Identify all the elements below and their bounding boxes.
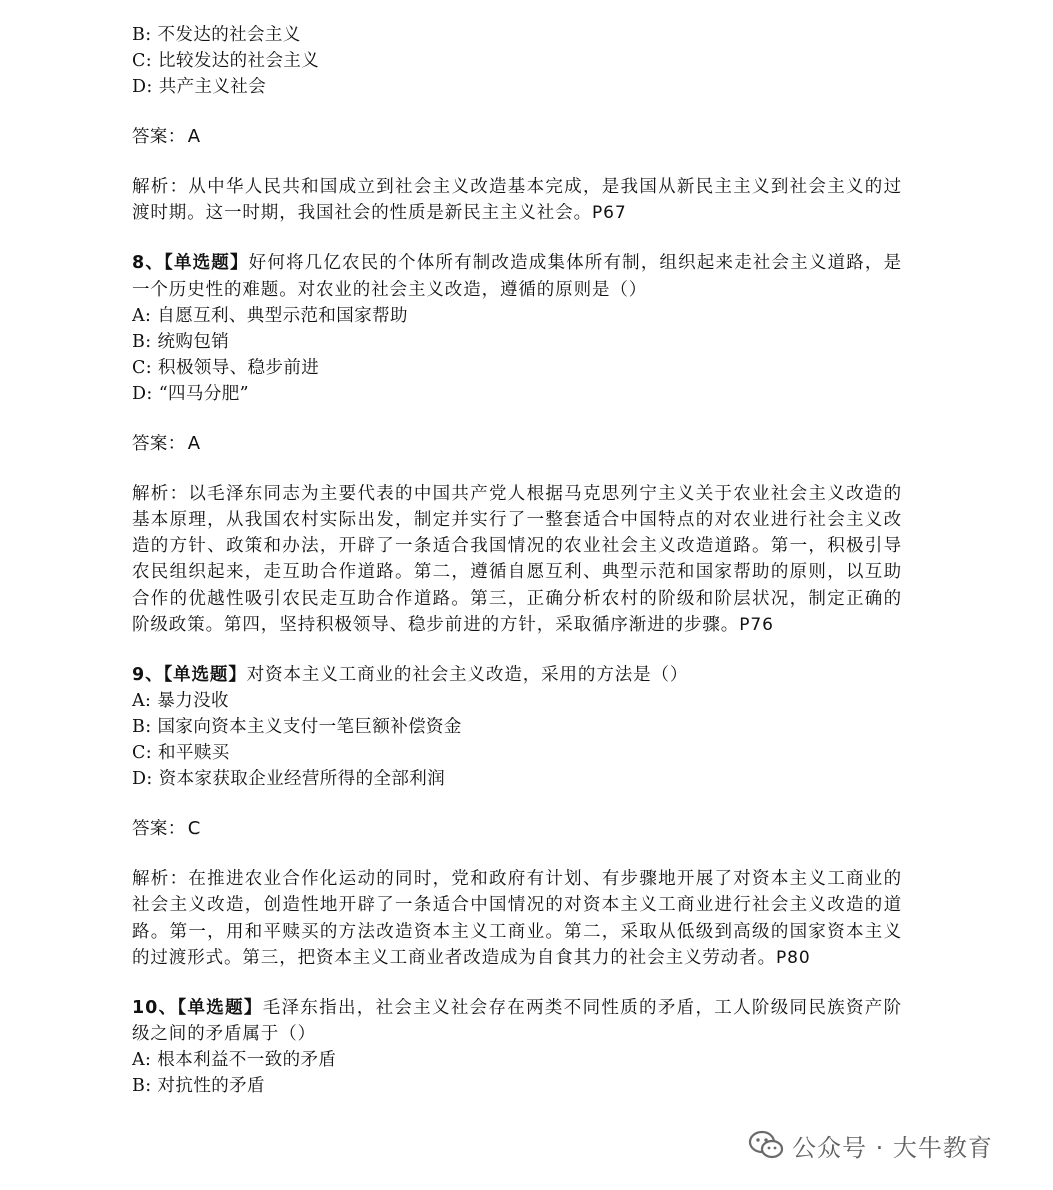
answer-label: 答案： xyxy=(132,127,186,147)
option-c: C: 比较发达的社会主义 xyxy=(132,51,320,71)
question-number: 9、 xyxy=(132,665,164,686)
answer xyxy=(132,816,902,842)
question-10 xyxy=(132,995,902,1099)
question-stem xyxy=(132,250,902,302)
analysis xyxy=(132,866,902,971)
option-d: D: 共产主义社会 xyxy=(132,77,267,97)
question-stem xyxy=(132,662,902,688)
question-text: 对资本主义工商业的社会主义改造，采用的方法是（） xyxy=(246,665,689,686)
option-c: C: 积极领导、稳步前进 xyxy=(132,357,320,378)
answer-value: C xyxy=(187,818,201,840)
watermark-text: 公众号 · 大牛教育 xyxy=(792,1133,993,1162)
question-number: 8、 xyxy=(132,253,165,274)
page-reference: P67 xyxy=(592,203,627,224)
analysis xyxy=(132,481,902,638)
option-b: B: 国家向资本主义支付一笔巨额补偿资金 xyxy=(132,717,462,738)
question-text: 好何将几亿农民的个体所有制改造成集体所有制，组织起来走社会主义道路，是一个历史性的难题。对农业的社会主义改造，遵循的原则是（） xyxy=(132,253,902,300)
wechat-icon xyxy=(748,1130,784,1160)
question-type: 【单选题】 xyxy=(177,998,263,1019)
page-reference: P76 xyxy=(739,614,774,635)
analysis-text: 解析：在推进农业合作化运动的同时，党和政府有计划、有步骤地开展了对资本主义工商业的社会主义改造，创造性地开辟了一条适合中国情况的对资本主义工商业进行社会主义改造的道路。第一，用和平赎买的方法改造资本主义工商业。第二，采取从低级到高级的国家资本主义的过渡形式。第三，把资本主义工商业者改造成为自食其力的社会主义劳动者。 xyxy=(132,869,902,968)
answer-value: A xyxy=(187,432,201,454)
option-c: C: 和平赎买 xyxy=(132,743,230,764)
option-b: B: 对抗性的矛盾 xyxy=(132,1076,265,1097)
answer-value: A xyxy=(187,126,201,147)
answer-label: 答案： xyxy=(132,819,186,840)
option-d: D: “四马分肥” xyxy=(132,383,249,404)
option-a: A: 根本利益不一致的矛盾 xyxy=(132,1050,337,1071)
question-number: 10、 xyxy=(132,998,178,1019)
option-b: B: 统购包销 xyxy=(132,331,230,352)
analysis xyxy=(132,174,902,226)
answer xyxy=(132,124,902,150)
question-type: 【单选题】 xyxy=(163,665,247,686)
question-8 xyxy=(132,250,902,638)
option-b: B: 不发达的社会主义 xyxy=(132,25,301,45)
document-page xyxy=(132,22,902,1099)
question-7-tail xyxy=(132,22,902,226)
question-type: 【单选题】 xyxy=(164,253,249,274)
question-stem xyxy=(132,995,902,1047)
option-a: A: 暴力没收 xyxy=(132,691,229,712)
watermark xyxy=(748,1128,993,1162)
analysis-text: 解析：以毛泽东同志为主要代表的中国共产党人根据马克思列宁主义关于农业社会主义改造的基本原理，从我国农村实际出发，制定并实行了一整套适合中国特点的对农业进行社会主义改造的方针、政策和办法，开辟了一条适合我国情况的农业社会主义改造道路。第一，积极引导农民组织起来，走互助合作道路。第二，遵循自愿互利、典型示范和国家帮助的原则，以互助合作的优越性吸引农民走互助合作道路。第三，正确分析农村的阶级和阶层状况，制定正确的阶级政策。第四，坚持积极领导、稳步前进的方针，采取循序渐进的步骤。 xyxy=(132,483,902,635)
answer xyxy=(132,431,902,457)
page-reference: P80 xyxy=(776,947,811,968)
question-9 xyxy=(132,662,902,971)
analysis-text: 解析：从中华人民共和国成立到社会主义改造基本完成，是我国从新民主主义到社会主义的过渡时期。这一时期，我国社会的性质是新民主主义社会。 xyxy=(132,177,902,224)
option-d: D: 资本家获取企业经营所得的全部利润 xyxy=(132,769,446,790)
answer-label: 答案： xyxy=(132,433,186,454)
question-text: 毛泽东指出，社会主义社会存在两类不同性质的矛盾，工人阶级同民族资产阶级之间的矛盾属于（） xyxy=(132,998,902,1045)
option-a: A: 自愿互利、典型示范和国家帮助 xyxy=(132,305,408,326)
